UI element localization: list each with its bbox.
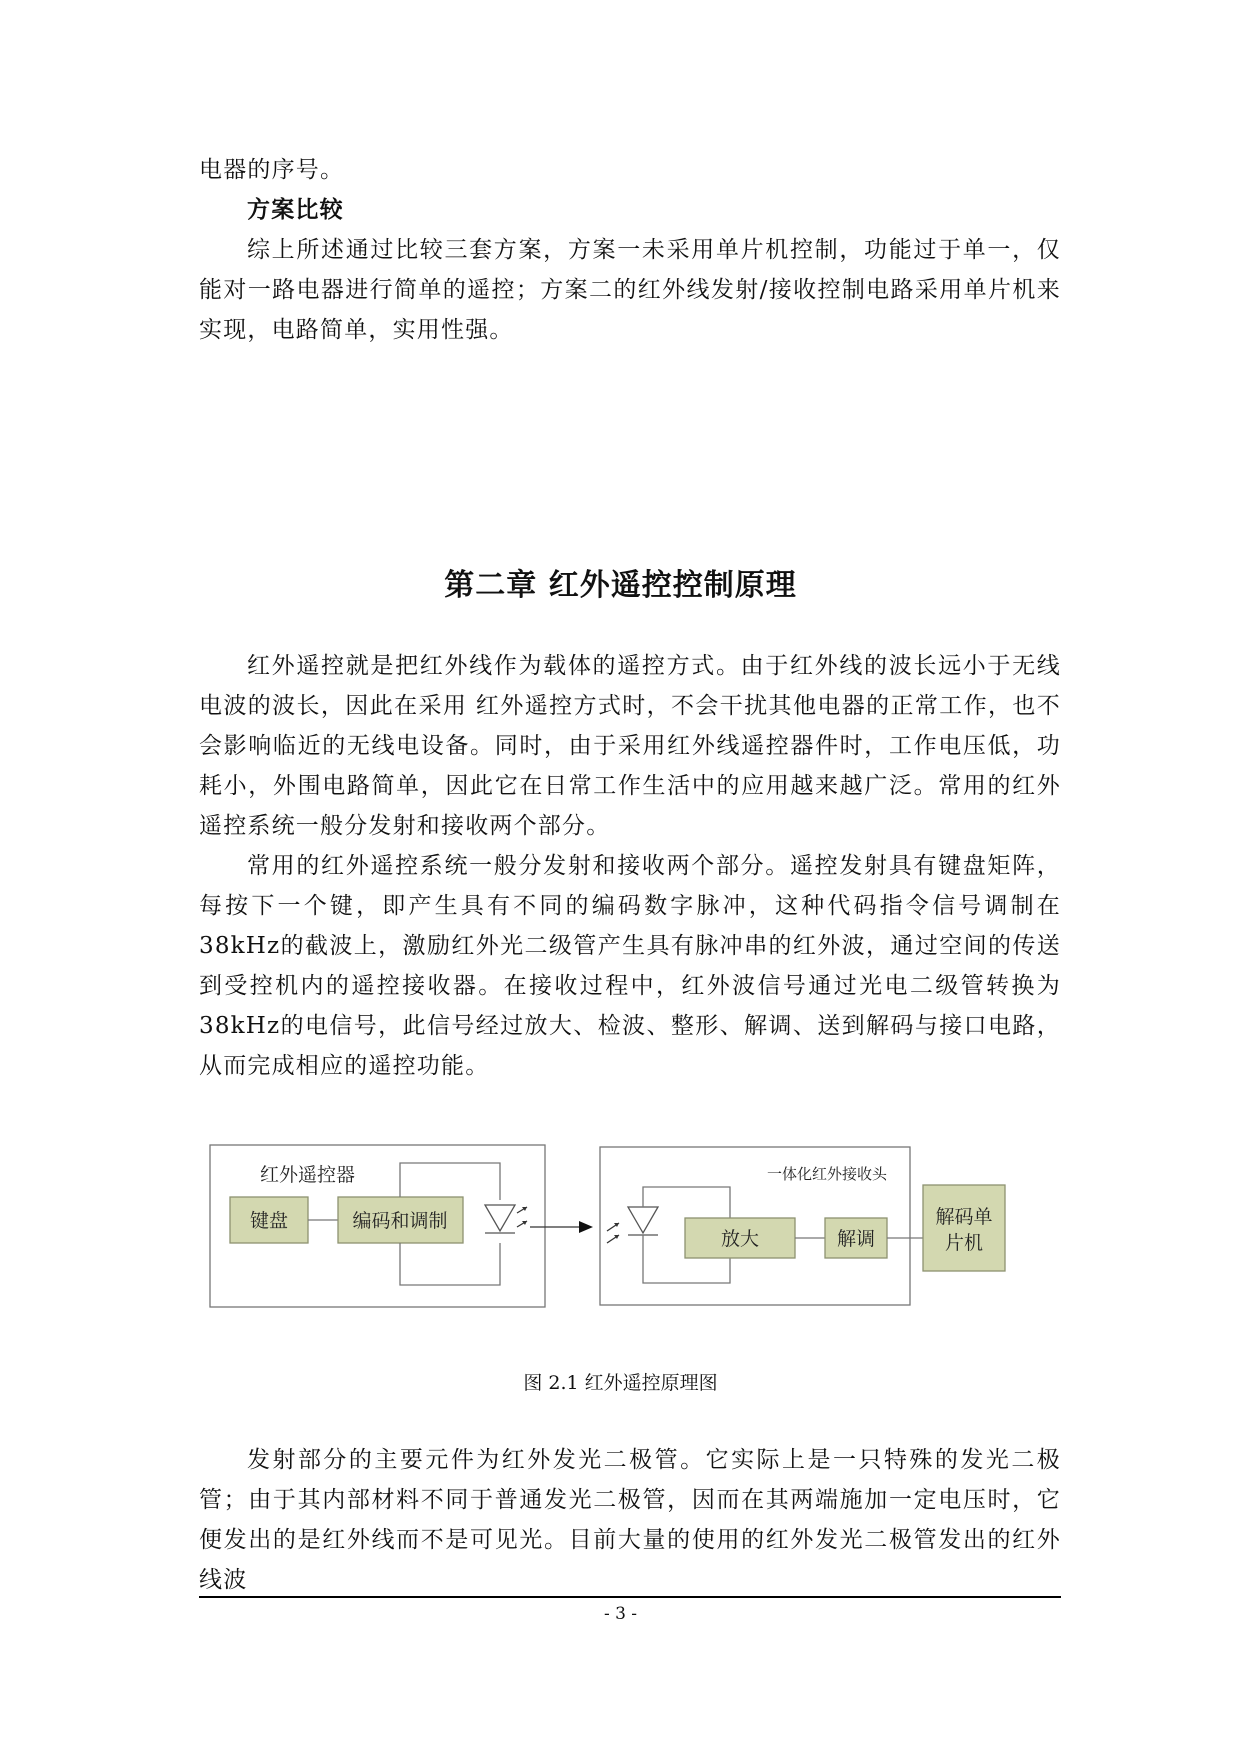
demodulator-label: 解调 bbox=[836, 1228, 876, 1250]
receiver-wire-top bbox=[643, 1187, 730, 1218]
summary-paragraph: 综上所述通过比较三套方案，方案一未采用单片机控制，功能过于单一，仅能对一路电器进行简单的遥控；方案二的红外线发射/接收控制电路采用单片机来实现，电路简单，实用性强。 bbox=[199, 237, 1061, 343]
chapter-title: 第二章 红外遥控控制原理 bbox=[444, 568, 797, 603]
ir-led-icon bbox=[485, 1205, 527, 1233]
emitter-paragraph: 发射部分的主要元件为红外发光二极管。它实际上是一只特殊的发光二极管；由于其内部材料不同于普通发光二极管，因而在其两端施加一定电压时，它便发出的是红外线而不是可见光。目前大量的使用的红外发光二极管发出的红外线波 bbox=[199, 1447, 1061, 1593]
led-wire-bottom bbox=[400, 1243, 500, 1285]
decoder-label-line1: 解码单 bbox=[935, 1206, 993, 1228]
continuation-line: 电器的序号。 bbox=[199, 157, 345, 183]
system-paragraph: 常用的红外遥控系统一般分发射和接收两个部分。遥控发射具有键盘矩阵，每按下一个键，即产生具有不同的编码数字脉冲，这种代码指令信号调制在38kHz的截波上，激励红外光二级管产生具有脉冲串的红外波，通过空间的传送到受控机内的遥控接收器。在接收过程中，红外波信号通过光电二级管转换为38kHz的电信号，此信号经过放大、检波、整形、解调、送到解码与接口电路，从而完成相应的遥控功能。 bbox=[199, 853, 1061, 1079]
section-heading: 方案比较 bbox=[247, 196, 344, 223]
transmission-arrow bbox=[530, 1221, 593, 1233]
photodiode-icon bbox=[607, 1207, 658, 1243]
receiver-label: 一体化红外接收头 bbox=[767, 1165, 888, 1183]
footer-rule bbox=[199, 1596, 1061, 1598]
keyboard-label: 键盘 bbox=[249, 1210, 289, 1232]
intro-paragraph: 红外遥控就是把红外线作为载体的遥控方式。由于红外线的波长远小于无线电波的波长，因此在采用 红外遥控方式时，不会干扰其他电器的正常工作，也不会影响临近的无线电设备。同时，由于采用红外线遥控器件时，工作电压低，功耗小，外围电路简单，因此它在日常工作生活中的应用越来越广泛。常用的红外遥控系统一般分发射和接收两个部分。 bbox=[199, 653, 1061, 839]
encoder-label: 编码和调制 bbox=[352, 1210, 448, 1232]
figure-caption: 图 2.1 红外遥控原理图 bbox=[523, 1372, 718, 1394]
decoder-mcu-block bbox=[923, 1185, 1005, 1271]
page-number: - 3 - bbox=[603, 1604, 638, 1624]
decoder-label-line2: 片机 bbox=[944, 1232, 984, 1254]
transmitter-label: 红外遥控器 bbox=[260, 1164, 356, 1186]
led-wire-top bbox=[400, 1163, 500, 1200]
ir-remote-diagram bbox=[205, 1135, 1045, 1310]
amplifier-label: 放大 bbox=[720, 1228, 760, 1250]
